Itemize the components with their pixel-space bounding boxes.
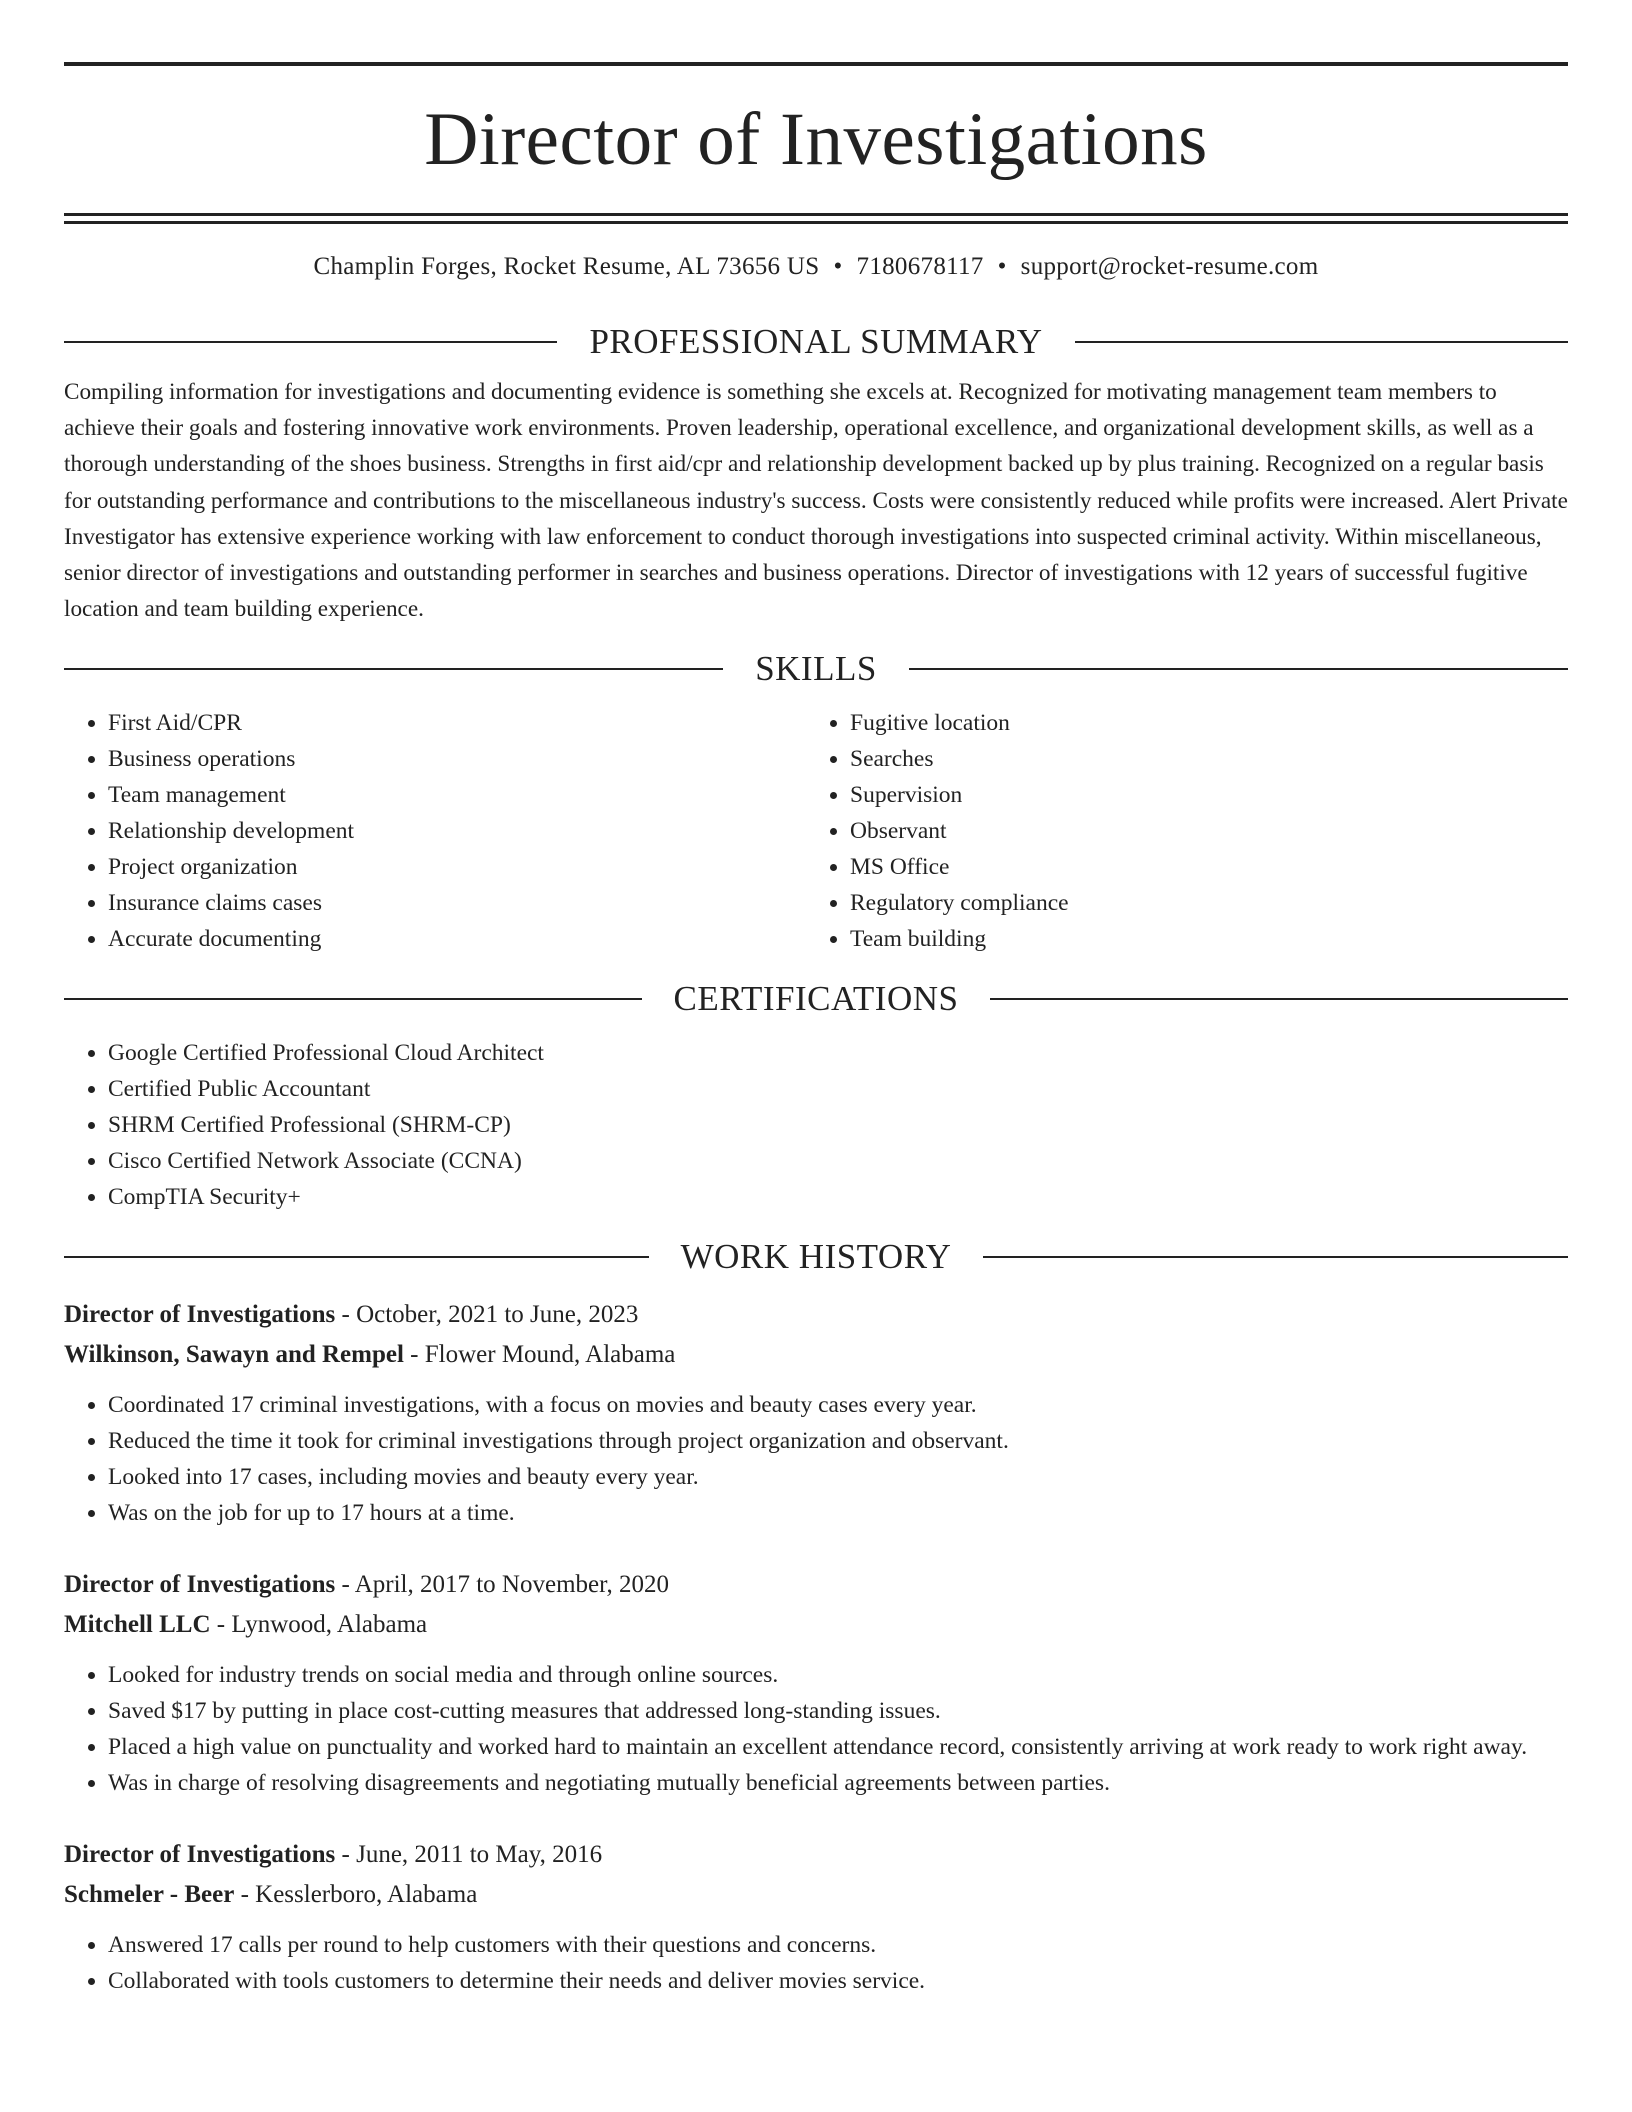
job-location: - Lynwood, Alabama bbox=[210, 1611, 428, 1639]
heading-rule-left bbox=[64, 998, 642, 1000]
skill-item: • Regulatory compliance bbox=[850, 885, 1548, 921]
contact-separator: • bbox=[833, 253, 843, 280]
job-entry bbox=[64, 1295, 1568, 1531]
job-bullet: • Collaborated with tools customers to determine their needs and deliver movies service. bbox=[108, 1963, 1568, 1999]
job-bullet: • Looked for industry trends on social media and through online sources. bbox=[108, 1657, 1568, 1693]
job-title: Director of Investigations bbox=[64, 1571, 336, 1599]
job-dates: - June, 2011 to May, 2016 bbox=[335, 1841, 603, 1869]
job-dates: - April, 2017 to November, 2020 bbox=[335, 1571, 669, 1599]
contact-address: Champlin Forges, Rocket Resume, AL 73656 US bbox=[313, 253, 820, 280]
certification-item: • Cisco Certified Network Associate (CCNA) bbox=[108, 1143, 1568, 1179]
skill-item: • First Aid/CPR bbox=[108, 705, 806, 741]
work-history-heading bbox=[64, 1237, 1568, 1277]
job-entry bbox=[64, 1835, 1568, 1999]
contact-email[interactable]: support@rocket-resume.com bbox=[1020, 253, 1319, 280]
heading-rule-right bbox=[983, 1256, 1568, 1258]
job-company-line bbox=[64, 1875, 1568, 1915]
job-bullet: • Coordinated 17 criminal investigations, with a focus on movies and beauty cases every year. bbox=[108, 1387, 1568, 1423]
summary-heading-label: PROFESSIONAL SUMMARY bbox=[589, 322, 1043, 361]
summary-text: Compiling information for investigations and documenting evidence is something she excels at. Recognized for motivating management team members to achieve their goals and fostering innovative work environments. Proven leadership, operational excellence, and organizational development skills, as well as a thorough understanding of the shoes business. Strengths in first aid/cpr and relationship development backed up by plus training. Recognized on a regular basis for outstanding performance and contributions to the miscellaneous industry's success. Costs were consistently reduced while profits were increased. Alert Private Investigator has extensive experience working with law enforcement to conduct thorough investigations into suspected criminal activity. Within miscellaneous, senior director of investigations and outstanding performer in searches and business operations. Director of investigations with 12 years of successful fugitive location and team building experience. bbox=[64, 379, 1568, 623]
work-history-heading-label: WORK HISTORY bbox=[680, 1237, 952, 1277]
skill-item: • Insurance claims cases bbox=[108, 885, 806, 921]
job-bullets bbox=[64, 1387, 1568, 1531]
heading-rule-left bbox=[64, 1256, 649, 1258]
heading-rule-right bbox=[1075, 341, 1568, 343]
certifications-heading bbox=[64, 979, 1568, 1019]
skills-right-list bbox=[806, 705, 1548, 957]
heading-rule-left bbox=[64, 341, 557, 343]
title-double-rule bbox=[64, 213, 1568, 224]
top-rule bbox=[64, 62, 1568, 66]
skills-column-right bbox=[806, 705, 1548, 957]
heading-rule-right bbox=[909, 668, 1568, 670]
job-dates: - October, 2021 to June, 2023 bbox=[335, 1301, 639, 1329]
job-entry bbox=[64, 1565, 1568, 1801]
skill-item: • Relationship development bbox=[108, 813, 806, 849]
skills-left-list bbox=[64, 705, 806, 957]
job-bullet: • Was on the job for up to 17 hours at a time. bbox=[108, 1495, 1568, 1531]
job-company-line bbox=[64, 1605, 1568, 1645]
skill-item: • Project organization bbox=[108, 849, 806, 885]
skill-item: • Fugitive location bbox=[850, 705, 1548, 741]
job-title: Director of Investigations bbox=[64, 1841, 336, 1869]
job-bullet: • Placed a high value on punctuality and worked hard to maintain an excellent attendance record, consistently arriving at work ready to work right away. bbox=[108, 1729, 1568, 1765]
certifications-heading-label: CERTIFICATIONS bbox=[673, 979, 959, 1019]
job-company: Wilkinson, Sawayn and Rempel bbox=[64, 1341, 404, 1369]
heading-rule-left bbox=[64, 668, 723, 670]
certification-item: • Google Certified Professional Cloud Architect bbox=[108, 1035, 1568, 1071]
job-bullet: • Answered 17 calls per round to help customers with their questions and concerns. bbox=[108, 1927, 1568, 1963]
page-title: Director of Investigations bbox=[424, 98, 1208, 181]
resume-page bbox=[64, 62, 1568, 1999]
skill-item: • Accurate documenting bbox=[108, 921, 806, 957]
skill-item: • Observant bbox=[850, 813, 1548, 849]
job-title-line bbox=[64, 1835, 1568, 1875]
skills-heading bbox=[64, 649, 1568, 689]
certification-item: • SHRM Certified Professional (SHRM-CP) bbox=[108, 1107, 1568, 1143]
skill-item: • Searches bbox=[850, 741, 1548, 777]
certifications-list bbox=[64, 1035, 1568, 1215]
skills-heading-label: SKILLS bbox=[755, 649, 877, 689]
job-bullet: • Saved $17 by putting in place cost-cutting measures that addressed long-standing issues. bbox=[108, 1693, 1568, 1729]
contact-line bbox=[64, 252, 1568, 282]
job-bullets bbox=[64, 1657, 1568, 1801]
job-location: - Kesslerboro, Alabama bbox=[234, 1881, 478, 1909]
summary-heading bbox=[64, 322, 1568, 362]
job-bullets bbox=[64, 1927, 1568, 1999]
job-company-line bbox=[64, 1335, 1568, 1375]
skill-item: • MS Office bbox=[850, 849, 1548, 885]
job-title-line bbox=[64, 1565, 1568, 1605]
job-title: Director of Investigations bbox=[64, 1301, 336, 1329]
skill-item: • Team management bbox=[108, 777, 806, 813]
certifications-bullets bbox=[64, 1035, 1568, 1215]
job-company: Mitchell LLC bbox=[64, 1611, 211, 1639]
certification-item: • Certified Public Accountant bbox=[108, 1071, 1568, 1107]
certification-item: • CompTIA Security+ bbox=[108, 1179, 1568, 1215]
skills-list bbox=[64, 705, 1568, 957]
skill-item: • Team building bbox=[850, 921, 1548, 957]
job-bullet: • Was in charge of resolving disagreements and negotiating mutually beneficial agreements between parties. bbox=[108, 1765, 1568, 1801]
contact-phone[interactable]: 7180678117 bbox=[856, 253, 984, 280]
job-company: Schmeler - Beer bbox=[64, 1881, 235, 1909]
skills-column-left bbox=[64, 705, 806, 957]
job-location: - Flower Mound, Alabama bbox=[403, 1341, 676, 1369]
skill-item: • Supervision bbox=[850, 777, 1548, 813]
job-bullet: • Looked into 17 cases, including movies and beauty every year. bbox=[108, 1459, 1568, 1495]
contact-separator: • bbox=[997, 253, 1007, 280]
job-title-line bbox=[64, 1295, 1568, 1335]
job-bullet: • Reduced the time it took for criminal investigations through project organization and observant. bbox=[108, 1423, 1568, 1459]
skill-item: • Business operations bbox=[108, 741, 806, 777]
heading-rule-right bbox=[990, 998, 1568, 1000]
